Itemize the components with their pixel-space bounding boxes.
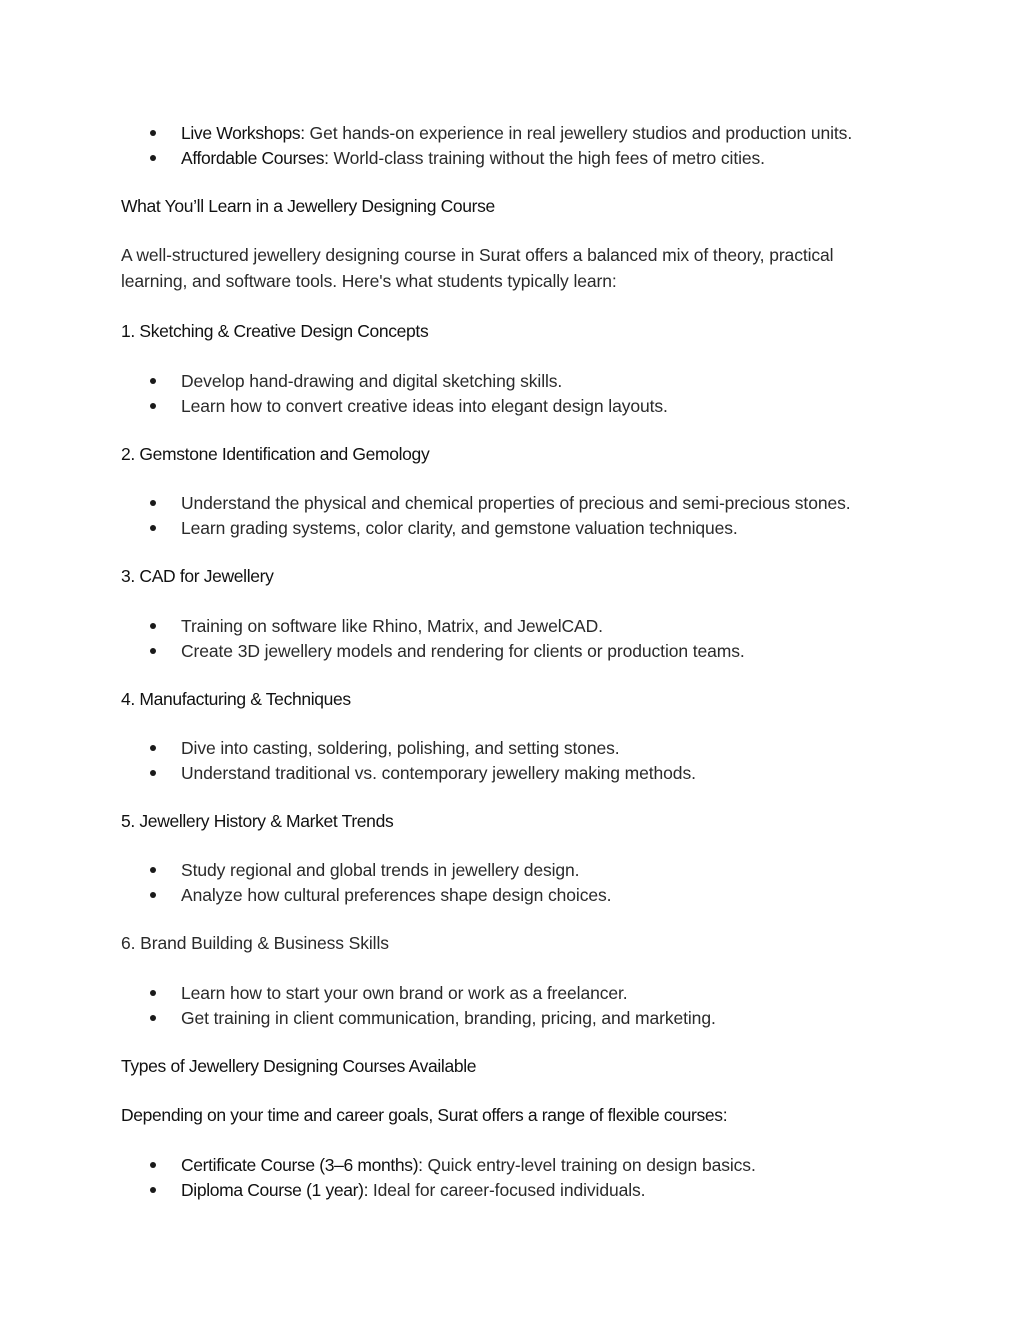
- bullet-dot: [150, 745, 156, 751]
- list-item-text: Quick entry-level training on design basics.: [422, 1155, 756, 1175]
- list-item-text: Get hands-on experience in real jewellery studios and production units.: [304, 123, 853, 143]
- list-item: Dive into casting, soldering, polishing, and setting stones.: [181, 738, 620, 758]
- section-heading-cad: 3. CAD for Jewellery: [121, 566, 274, 586]
- list-item-text: Ideal for career-focused individuals.: [368, 1180, 646, 1200]
- list-item-label: Certificate Course (3–6 months):: [181, 1155, 423, 1175]
- types-intro: Depending on your time and career goals, Surat offers a range of flexible courses:: [121, 1105, 728, 1125]
- intro-paragraph: A well-structured jewellery designing course in Surat offers a balanced mix of theory, practical learning, and software tools. Here's what students typically learn:: [121, 245, 834, 291]
- list-item: Get training in client communication, branding, pricing, and marketing.: [181, 1008, 716, 1028]
- bullet-dot: [150, 1162, 156, 1168]
- list-item-diploma-course: [181, 1177, 645, 1203]
- section-title: What You’ll Learn in a Jewellery Designing Course: [121, 196, 495, 216]
- list-item: Study regional and global trends in jewellery design.: [181, 860, 580, 880]
- bullet-dot: [150, 623, 156, 629]
- bullet-dot: [150, 770, 156, 776]
- list-item-text: World-class training without the high fees of metro cities.: [328, 148, 765, 168]
- section-heading-gemology: 2. Gemstone Identification and Gemology: [121, 444, 430, 464]
- section-heading-business: 6. Brand Building & Business Skills: [121, 933, 389, 953]
- list-item: Understand the physical and chemical properties of precious and semi-precious stones.: [181, 493, 851, 513]
- section-heading-manufacturing: 4. Manufacturing & Techniques: [121, 689, 351, 709]
- bullet-dot: [150, 1187, 156, 1193]
- bullet-dot: [150, 378, 156, 384]
- list-item: Learn grading systems, color clarity, and gemstone valuation techniques.: [181, 518, 738, 538]
- list-item-label: Affordable Courses:: [181, 148, 329, 168]
- types-title: Types of Jewellery Designing Courses Available: [121, 1056, 477, 1076]
- list-item: Understand traditional vs. contemporary jewellery making methods.: [181, 763, 696, 783]
- bullet-dot: [150, 500, 156, 506]
- bullet-dot: [150, 525, 156, 531]
- section-heading-sketching: 1. Sketching & Creative Design Concepts: [121, 321, 429, 341]
- list-item-label: Diploma Course (1 year):: [181, 1180, 369, 1200]
- bullet-dot: [150, 990, 156, 996]
- bullet-dot: [150, 867, 156, 873]
- list-item-affordable-courses: [181, 145, 765, 171]
- list-item: Analyze how cultural preferences shape design choices.: [181, 885, 612, 905]
- bullet-dot: [150, 892, 156, 898]
- bullet-dot: [150, 403, 156, 409]
- list-item: Develop hand-drawing and digital sketching skills.: [181, 371, 563, 391]
- list-item: Learn how to convert creative ideas into elegant design layouts.: [181, 396, 668, 416]
- list-item-live-workshops: [181, 120, 852, 146]
- section-heading-history: 5. Jewellery History & Market Trends: [121, 811, 394, 831]
- bullet-dot: [150, 1015, 156, 1021]
- bullet-dot: [150, 130, 156, 136]
- bullet-dot: [150, 648, 156, 654]
- list-item: Learn how to start your own brand or work as a freelancer.: [181, 983, 628, 1003]
- list-item: Training on software like Rhino, Matrix, and JewelCAD.: [181, 616, 603, 636]
- list-item: Create 3D jewellery models and rendering for clients or production teams.: [181, 641, 745, 661]
- bullet-dot: [150, 155, 156, 161]
- list-item-label: Live Workshops:: [181, 123, 305, 143]
- list-item-certificate-course: [181, 1152, 756, 1178]
